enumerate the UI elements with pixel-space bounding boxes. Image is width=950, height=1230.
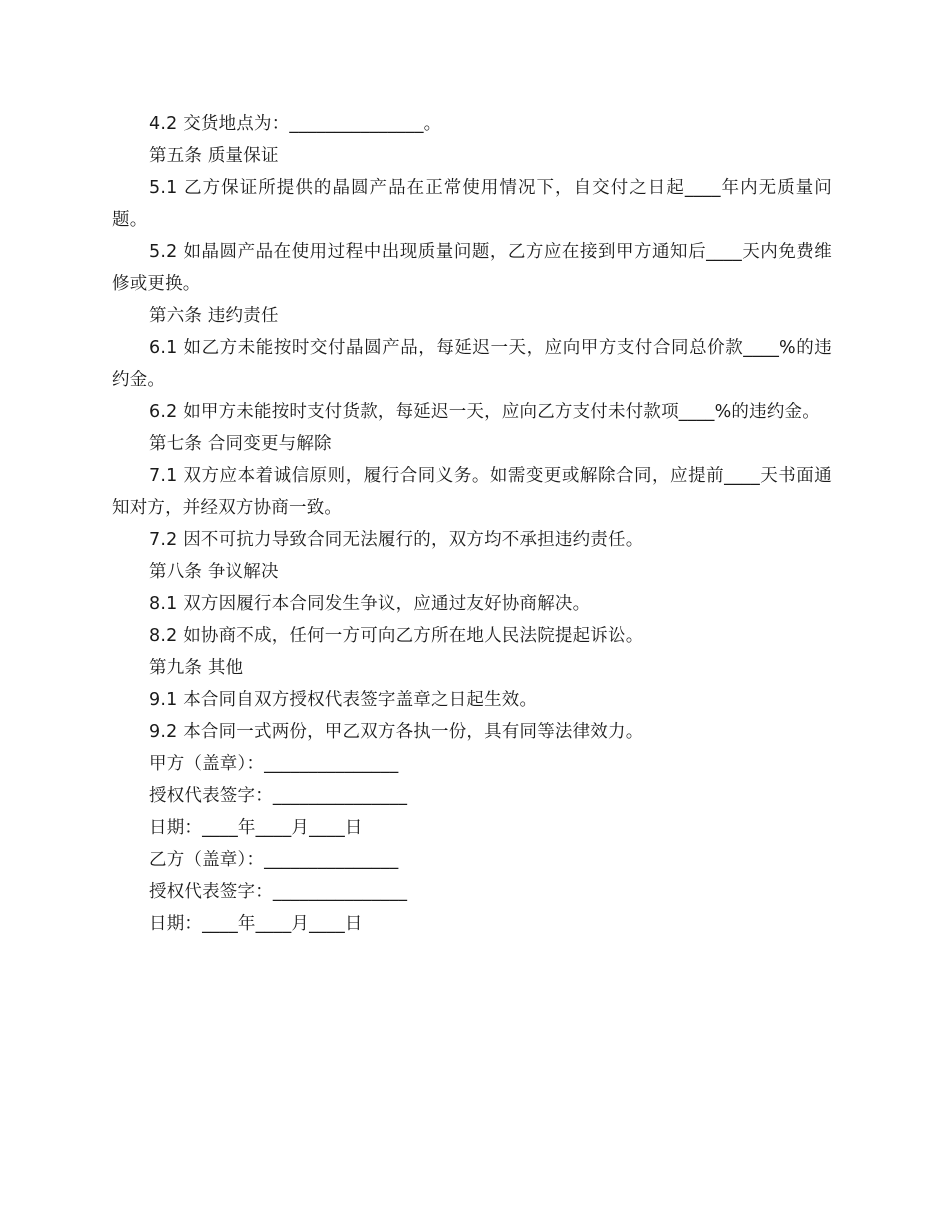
article-6-heading: 第六条 违约责任 [149, 306, 279, 326]
party-a-signature-line: 授权代表签字：_______________ [149, 786, 408, 806]
clause-6-2: 6.2 如甲方未能按时支付货款，每延迟一天，应向乙方支付未付款项____%的违约金。 [149, 402, 820, 422]
clause-7-1: 7.1 双方应本着诚信原则，履行合同义务。如需变更或解除合同，应提前____天书面通知对方，并经双方协商一致。 [112, 466, 832, 518]
article-9-heading: 第九条 其他 [149, 658, 244, 678]
clause-9-1: 9.1 本合同自双方授权代表签字盖章之日起生效。 [149, 690, 538, 710]
article-5-heading: 第五条 质量保证 [149, 146, 279, 166]
party-b-seal-line: 乙方（盖章）：_______________ [149, 850, 399, 870]
party-b-date-line: 日期：____年____月____日 [149, 914, 363, 934]
clause-9-2: 9.2 本合同一式两份，甲乙双方各执一份，具有同等法律效力。 [149, 722, 644, 742]
party-a-date-line: 日期：____年____月____日 [149, 818, 363, 838]
clause-8-1: 8.1 双方因履行本合同发生争议，应通过友好协商解决。 [149, 594, 591, 614]
document-page [112, 108, 832, 940]
party-b-signature-line: 授权代表签字：_______________ [149, 882, 408, 902]
delivery-location-clause: 4.2 交货地点为：_______________。 [149, 114, 442, 134]
article-7-heading: 第七条 合同变更与解除 [149, 434, 332, 454]
clause-7-2: 7.2 因不可抗力导致合同无法履行的，双方均不承担违约责任。 [149, 530, 644, 550]
article-8-heading: 第八条 争议解决 [149, 562, 279, 582]
clause-8-2: 8.2 如协商不成，任何一方可向乙方所在地人民法院提起诉讼。 [149, 626, 644, 646]
clause-6-1: 6.1 如乙方未能按时交付晶圆产品，每延迟一天，应向甲方支付合同总价款____%的违约金。 [112, 338, 832, 390]
clause-5-1: 5.1 乙方保证所提供的晶圆产品在正常使用情况下，自交付之日起____年内无质量问题。 [112, 178, 832, 230]
party-a-seal-line: 甲方（盖章）：_______________ [149, 754, 399, 774]
clause-5-2: 5.2 如晶圆产品在使用过程中出现质量问题，乙方应在接到甲方通知后____天内免费维修或更换。 [112, 242, 832, 294]
